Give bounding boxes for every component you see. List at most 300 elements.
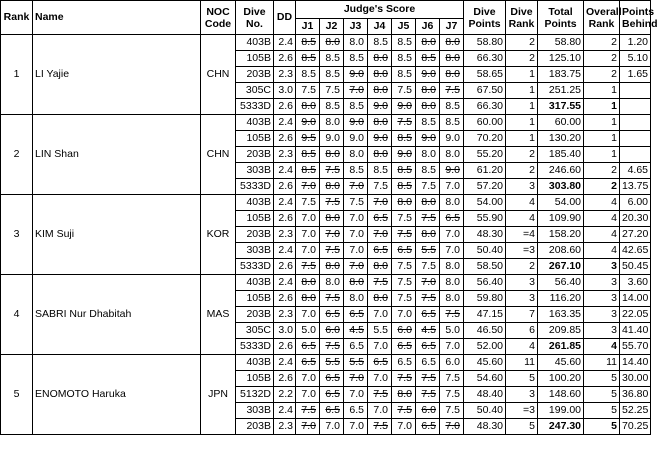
judge-score-value: 9.0: [445, 132, 461, 144]
judge-score: [368, 403, 392, 419]
points-behind: 42.65: [620, 243, 651, 259]
judge-score: [296, 83, 320, 99]
judge-score-discarded: [296, 115, 320, 131]
points-behind: 41.40: [620, 323, 651, 339]
judge-score-value: 8.5: [421, 164, 436, 176]
judge-score-value: 7.0: [349, 372, 364, 384]
judge-score-discarded: [416, 131, 440, 147]
judge-score-value: 7.5: [397, 292, 412, 304]
judge-score: [320, 83, 344, 99]
judge-score: [368, 339, 392, 355]
athlete-noc: JPN: [201, 355, 236, 435]
judge-score-value: 7.0: [301, 420, 316, 432]
judge-score-value: 7.5: [325, 244, 340, 256]
dive-number: 203B: [236, 419, 274, 435]
judge-score-value: 6.0: [445, 356, 461, 368]
judge-score-value: 8.5: [301, 148, 316, 160]
judge-score: [344, 227, 368, 243]
dive-number: 303B: [236, 243, 274, 259]
dive-number: 203B: [236, 67, 274, 83]
judge-score-value: 8.0: [349, 148, 364, 160]
judge-score-discarded: [440, 419, 464, 435]
judge-score-discarded: [416, 99, 440, 115]
athlete-name: LIN Shan: [33, 115, 201, 195]
judge-score-value: 8.5: [397, 52, 412, 64]
judge-score-value: 7.5: [397, 404, 412, 416]
judge-score-value: 8.5: [445, 116, 461, 128]
dive-dd: 2.3: [274, 307, 296, 323]
judge-score-value: 8.0: [421, 84, 436, 96]
dive-points: 58.65: [464, 67, 506, 83]
judge-score-value: 7.5: [301, 196, 316, 208]
dive-dd: 2.2: [274, 387, 296, 403]
judge-score: [416, 147, 440, 163]
dive-number: 203B: [236, 227, 274, 243]
athlete-rank: 3: [1, 195, 33, 275]
judge-score-value: 8.0: [301, 276, 316, 288]
judge-score-value: 9.0: [445, 164, 461, 176]
points-behind: 36.80: [620, 387, 651, 403]
overall-rank: 4: [584, 243, 620, 259]
judge-score-value: 8.5: [397, 36, 412, 48]
judge-score-value: 6.5: [373, 212, 388, 224]
points-behind: [620, 115, 651, 131]
judge-score: [392, 83, 416, 99]
total-points: 130.20: [538, 131, 584, 147]
dive-points: 54.00: [464, 195, 506, 211]
judge-score-discarded: [296, 403, 320, 419]
judge-score-discarded: [320, 323, 344, 339]
athlete-name: KIM Suji: [33, 195, 201, 275]
judge-score: [344, 387, 368, 403]
judge-score-value: 8.5: [301, 68, 316, 80]
points-behind: 1.65: [620, 67, 651, 83]
judge-score-discarded: [416, 275, 440, 291]
points-behind: 70.25: [620, 419, 651, 435]
judge-score-discarded: [416, 195, 440, 211]
dive-rank: 7: [506, 307, 538, 323]
dive-number: 5333D: [236, 339, 274, 355]
judge-score-value: 7.5: [325, 196, 340, 208]
judge-score-value: 5.5: [421, 244, 436, 256]
judge-score-value: 6.5: [301, 356, 316, 368]
judge-score: [416, 115, 440, 131]
dive-dd: 2.3: [274, 67, 296, 83]
total-points: 54.00: [538, 195, 584, 211]
judge-score: [416, 355, 440, 371]
judge-score-value: 7.0: [301, 212, 316, 224]
dive-rank: 3: [506, 291, 538, 307]
points-behind: 22.05: [620, 307, 651, 323]
judge-score-value: 6.5: [325, 388, 340, 400]
overall-rank: 1: [584, 83, 620, 99]
dive-points: 50.40: [464, 403, 506, 419]
judge-score-value: 7.0: [349, 260, 364, 272]
judge-score-value: 8.0: [445, 148, 461, 160]
judge-score: [344, 195, 368, 211]
header-judge: J6: [416, 19, 440, 35]
judge-score-value: 7.0: [445, 340, 461, 352]
judge-score: [440, 131, 464, 147]
judge-score: [296, 371, 320, 387]
judge-score: [440, 323, 464, 339]
dive-dd: 2.6: [274, 339, 296, 355]
dive-rank: 3: [506, 275, 538, 291]
dive-dd: 2.6: [274, 291, 296, 307]
judge-score-value: 7.5: [325, 84, 340, 96]
judge-score-value: 7.0: [373, 372, 388, 384]
judge-score-value: 7.5: [397, 116, 412, 128]
judge-score: [440, 291, 464, 307]
dive-number: 5333D: [236, 179, 274, 195]
overall-rank: 4: [584, 211, 620, 227]
judge-score-discarded: [440, 35, 464, 51]
judge-score-value: 8.0: [445, 292, 461, 304]
judge-score-value: 7.0: [373, 196, 388, 208]
judge-score-discarded: [392, 371, 416, 387]
dive-points: 58.80: [464, 35, 506, 51]
judge-score-value: 7.5: [325, 340, 340, 352]
judge-score: [320, 67, 344, 83]
dive-rank: 3: [506, 179, 538, 195]
dive-number: 403B: [236, 195, 274, 211]
judge-score-value: 8.5: [349, 52, 364, 64]
judge-score: [440, 275, 464, 291]
judge-score-value: 8.0: [445, 52, 461, 64]
judge-score-value: 6.5: [373, 244, 388, 256]
judge-score: [296, 211, 320, 227]
judge-score-value: 9.0: [421, 68, 436, 80]
total-points: 45.60: [538, 355, 584, 371]
judge-score-discarded: [368, 243, 392, 259]
judge-score-value: 7.0: [397, 308, 412, 320]
judge-score-value: 7.0: [373, 340, 388, 352]
judge-score: [392, 291, 416, 307]
judge-score-value: 7.5: [445, 308, 461, 320]
dive-dd: 2.6: [274, 211, 296, 227]
athlete-noc: CHN: [201, 115, 236, 195]
judge-score: [344, 51, 368, 67]
judge-score-value: 7.0: [397, 420, 412, 432]
judge-score: [440, 403, 464, 419]
points-behind: 6.00: [620, 195, 651, 211]
total-points: 247.30: [538, 419, 584, 435]
judge-score: [344, 339, 368, 355]
dive-rank: 1: [506, 131, 538, 147]
judge-score-value: 7.5: [445, 404, 461, 416]
judge-score-value: 5.5: [325, 356, 340, 368]
judge-score: [440, 243, 464, 259]
judge-score-value: 9.5: [301, 132, 316, 144]
dive-dd: 2.3: [274, 419, 296, 435]
judge-score-value: 7.5: [421, 180, 436, 192]
judge-score-value: 8.0: [325, 116, 340, 128]
judge-score-discarded: [440, 163, 464, 179]
judge-score-value: 7.5: [349, 196, 364, 208]
judge-score-discarded: [416, 211, 440, 227]
points-behind: 4.65: [620, 163, 651, 179]
athlete-noc: MAS: [201, 275, 236, 355]
judge-score: [440, 259, 464, 275]
judge-score-value: 8.5: [421, 116, 436, 128]
dive-number: 5333D: [236, 259, 274, 275]
judge-score-discarded: [344, 83, 368, 99]
judge-score-value: 8.0: [421, 196, 436, 208]
dive-rank: =3: [506, 243, 538, 259]
judge-score-value: 8.5: [421, 52, 436, 64]
judge-score-value: 7.5: [373, 276, 388, 288]
judge-score-discarded: [416, 339, 440, 355]
athlete-rank: 2: [1, 115, 33, 195]
judge-score-value: 7.5: [397, 276, 412, 288]
dive-rank: 2: [506, 259, 538, 275]
judge-score: [440, 227, 464, 243]
judge-score-value: 9.0: [397, 100, 412, 112]
judge-score-value: 7.5: [373, 388, 388, 400]
judge-score: [368, 371, 392, 387]
judge-score-discarded: [416, 227, 440, 243]
athlete-rank: 1: [1, 35, 33, 115]
judge-score: [320, 99, 344, 115]
judge-score: [296, 243, 320, 259]
judge-score: [296, 67, 320, 83]
judge-score-value: 6.5: [325, 372, 340, 384]
judge-score-discarded: [368, 51, 392, 67]
overall-rank: 5: [584, 403, 620, 419]
judge-score-value: 8.5: [301, 36, 316, 48]
judge-score-value: 8.0: [325, 180, 340, 192]
judge-score-value: 5.5: [373, 324, 388, 336]
overall-rank: 4: [584, 227, 620, 243]
total-points: 163.35: [538, 307, 584, 323]
judge-score-value: 7.0: [421, 276, 436, 288]
judge-score-value: 7.0: [373, 404, 388, 416]
judge-score-discarded: [296, 163, 320, 179]
judge-score: [368, 35, 392, 51]
dive-dd: 2.4: [274, 195, 296, 211]
judge-score: [392, 355, 416, 371]
judge-score-discarded: [392, 387, 416, 403]
judge-score-value: 7.0: [445, 228, 461, 240]
dive-points: 66.30: [464, 51, 506, 67]
judge-score-discarded: [296, 131, 320, 147]
header-points-behind: Points Behind: [620, 1, 651, 35]
judge-score-value: 9.0: [325, 132, 340, 144]
dive-rank: 1: [506, 115, 538, 131]
dive-number: 403B: [236, 275, 274, 291]
judge-score-value: 9.0: [349, 132, 364, 144]
dive-dd: 2.4: [274, 355, 296, 371]
judge-score-value: 9.0: [421, 132, 436, 144]
points-behind: 55.70: [620, 339, 651, 355]
judge-score-value: 7.0: [349, 180, 364, 192]
overall-rank: 1: [584, 147, 620, 163]
judge-score-value: 7.0: [349, 420, 364, 432]
judge-score: [344, 147, 368, 163]
dive-rank: 5: [506, 419, 538, 435]
judge-score-value: 8.0: [325, 212, 340, 224]
judge-score: [344, 99, 368, 115]
judge-score-value: 6.0: [421, 404, 436, 416]
judge-score-discarded: [368, 419, 392, 435]
dive-dd: 2.6: [274, 131, 296, 147]
judge-score-value: 6.5: [421, 308, 436, 320]
judge-score-discarded: [368, 291, 392, 307]
dive-dd: 2.6: [274, 51, 296, 67]
judge-score-value: 8.0: [373, 292, 388, 304]
judge-score-value: 7.5: [397, 212, 412, 224]
dive-number: 203B: [236, 307, 274, 323]
judge-score-value: 8.0: [373, 260, 388, 272]
judge-score: [296, 195, 320, 211]
judge-score-discarded: [416, 67, 440, 83]
dive-rank: 2: [506, 35, 538, 51]
judge-score-discarded: [416, 35, 440, 51]
overall-rank: 2: [584, 67, 620, 83]
judge-score-value: 6.5: [349, 340, 364, 352]
overall-rank: 3: [584, 275, 620, 291]
total-points: 56.40: [538, 275, 584, 291]
dive-points: 61.20: [464, 163, 506, 179]
dive-row: [1, 115, 651, 131]
judge-score-discarded: [368, 99, 392, 115]
dive-number: 403B: [236, 115, 274, 131]
judge-score-discarded: [440, 83, 464, 99]
judge-score-discarded: [392, 163, 416, 179]
judge-score-value: 9.0: [301, 116, 316, 128]
overall-rank: 4: [584, 195, 620, 211]
dive-dd: 2.6: [274, 99, 296, 115]
dive-points: 48.30: [464, 227, 506, 243]
judge-score-value: 7.5: [397, 372, 412, 384]
dive-points: 57.20: [464, 179, 506, 195]
judge-score-value: 8.5: [445, 100, 461, 112]
judge-score-discarded: [296, 51, 320, 67]
judge-score-discarded: [392, 147, 416, 163]
points-behind: 14.40: [620, 355, 651, 371]
judge-score-discarded: [320, 387, 344, 403]
dive-number: 105B: [236, 211, 274, 227]
dive-number: 305C: [236, 323, 274, 339]
dive-rank: 2: [506, 147, 538, 163]
points-behind: 13.75: [620, 179, 651, 195]
judge-score-value: 8.0: [421, 36, 436, 48]
athlete-rank: 5: [1, 355, 33, 435]
judge-score-discarded: [416, 243, 440, 259]
judge-score: [440, 371, 464, 387]
judge-score-discarded: [320, 35, 344, 51]
judge-score-value: 7.5: [397, 260, 412, 272]
overall-rank: 2: [584, 163, 620, 179]
judge-score-discarded: [344, 371, 368, 387]
judge-score-value: 7.0: [301, 388, 316, 400]
judge-score-value: 6.5: [301, 340, 316, 352]
judge-score: [344, 131, 368, 147]
judge-score-value: 8.0: [373, 116, 388, 128]
judge-score-discarded: [416, 403, 440, 419]
judge-score-discarded: [392, 115, 416, 131]
overall-rank: 3: [584, 323, 620, 339]
total-points: 60.00: [538, 115, 584, 131]
judge-score-value: 8.0: [373, 148, 388, 160]
judge-score: [368, 323, 392, 339]
judge-score-value: 7.0: [349, 388, 364, 400]
dive-row: [1, 35, 651, 51]
judge-score-discarded: [320, 291, 344, 307]
dive-number: 403B: [236, 35, 274, 51]
judge-score: [296, 323, 320, 339]
judge-score-value: 8.0: [445, 196, 461, 208]
dive-points: 48.40: [464, 387, 506, 403]
judge-score-discarded: [296, 147, 320, 163]
points-behind: 50.45: [620, 259, 651, 275]
judge-score-discarded: [320, 339, 344, 355]
judge-score-value: 5.0: [301, 324, 316, 336]
dive-row: [1, 195, 651, 211]
judge-score-value: 6.0: [325, 324, 340, 336]
judge-score-discarded: [368, 67, 392, 83]
judge-score-discarded: [368, 227, 392, 243]
judge-score-value: 6.5: [373, 356, 388, 368]
judge-score-discarded: [392, 195, 416, 211]
points-behind: 27.20: [620, 227, 651, 243]
judge-score-discarded: [368, 211, 392, 227]
points-behind: 1.20: [620, 35, 651, 51]
dive-points: 56.40: [464, 275, 506, 291]
judge-score-value: 7.5: [397, 228, 412, 240]
dive-row: [1, 355, 651, 371]
dive-rank: 2: [506, 163, 538, 179]
header-judge: J5: [392, 19, 416, 35]
judge-score-value: 7.0: [445, 420, 461, 432]
judge-score-discarded: [416, 419, 440, 435]
overall-rank: 2: [584, 35, 620, 51]
judge-score-value: 8.0: [325, 260, 340, 272]
judge-score-discarded: [320, 147, 344, 163]
judge-score-value: 5.5: [349, 356, 364, 368]
dive-dd: 2.4: [274, 115, 296, 131]
judge-score-discarded: [320, 195, 344, 211]
judge-score-value: 8.5: [301, 164, 316, 176]
judge-score-value: 6.5: [397, 356, 412, 368]
points-behind: 14.00: [620, 291, 651, 307]
dive-rank: =4: [506, 227, 538, 243]
judge-score: [344, 163, 368, 179]
judge-score-value: 7.5: [421, 212, 436, 224]
judge-score-discarded: [344, 179, 368, 195]
dive-points: 58.50: [464, 259, 506, 275]
dive-rank: 11: [506, 355, 538, 371]
judge-score-value: 8.0: [445, 68, 461, 80]
overall-rank: 1: [584, 131, 620, 147]
header-dive-points: Dive Points: [464, 1, 506, 35]
judge-score-discarded: [320, 307, 344, 323]
judge-score-discarded: [344, 323, 368, 339]
overall-rank: 5: [584, 371, 620, 387]
points-behind: 30.00: [620, 371, 651, 387]
judge-score-discarded: [320, 243, 344, 259]
dive-points: 55.20: [464, 147, 506, 163]
judge-score: [440, 99, 464, 115]
dive-number: 105B: [236, 51, 274, 67]
overall-rank: 3: [584, 259, 620, 275]
dive-points: 67.50: [464, 83, 506, 99]
total-points: 185.40: [538, 147, 584, 163]
judge-score-value: 7.0: [445, 244, 461, 256]
judge-score-discarded: [440, 211, 464, 227]
dive-rank: 1: [506, 99, 538, 115]
dive-points: 66.30: [464, 99, 506, 115]
